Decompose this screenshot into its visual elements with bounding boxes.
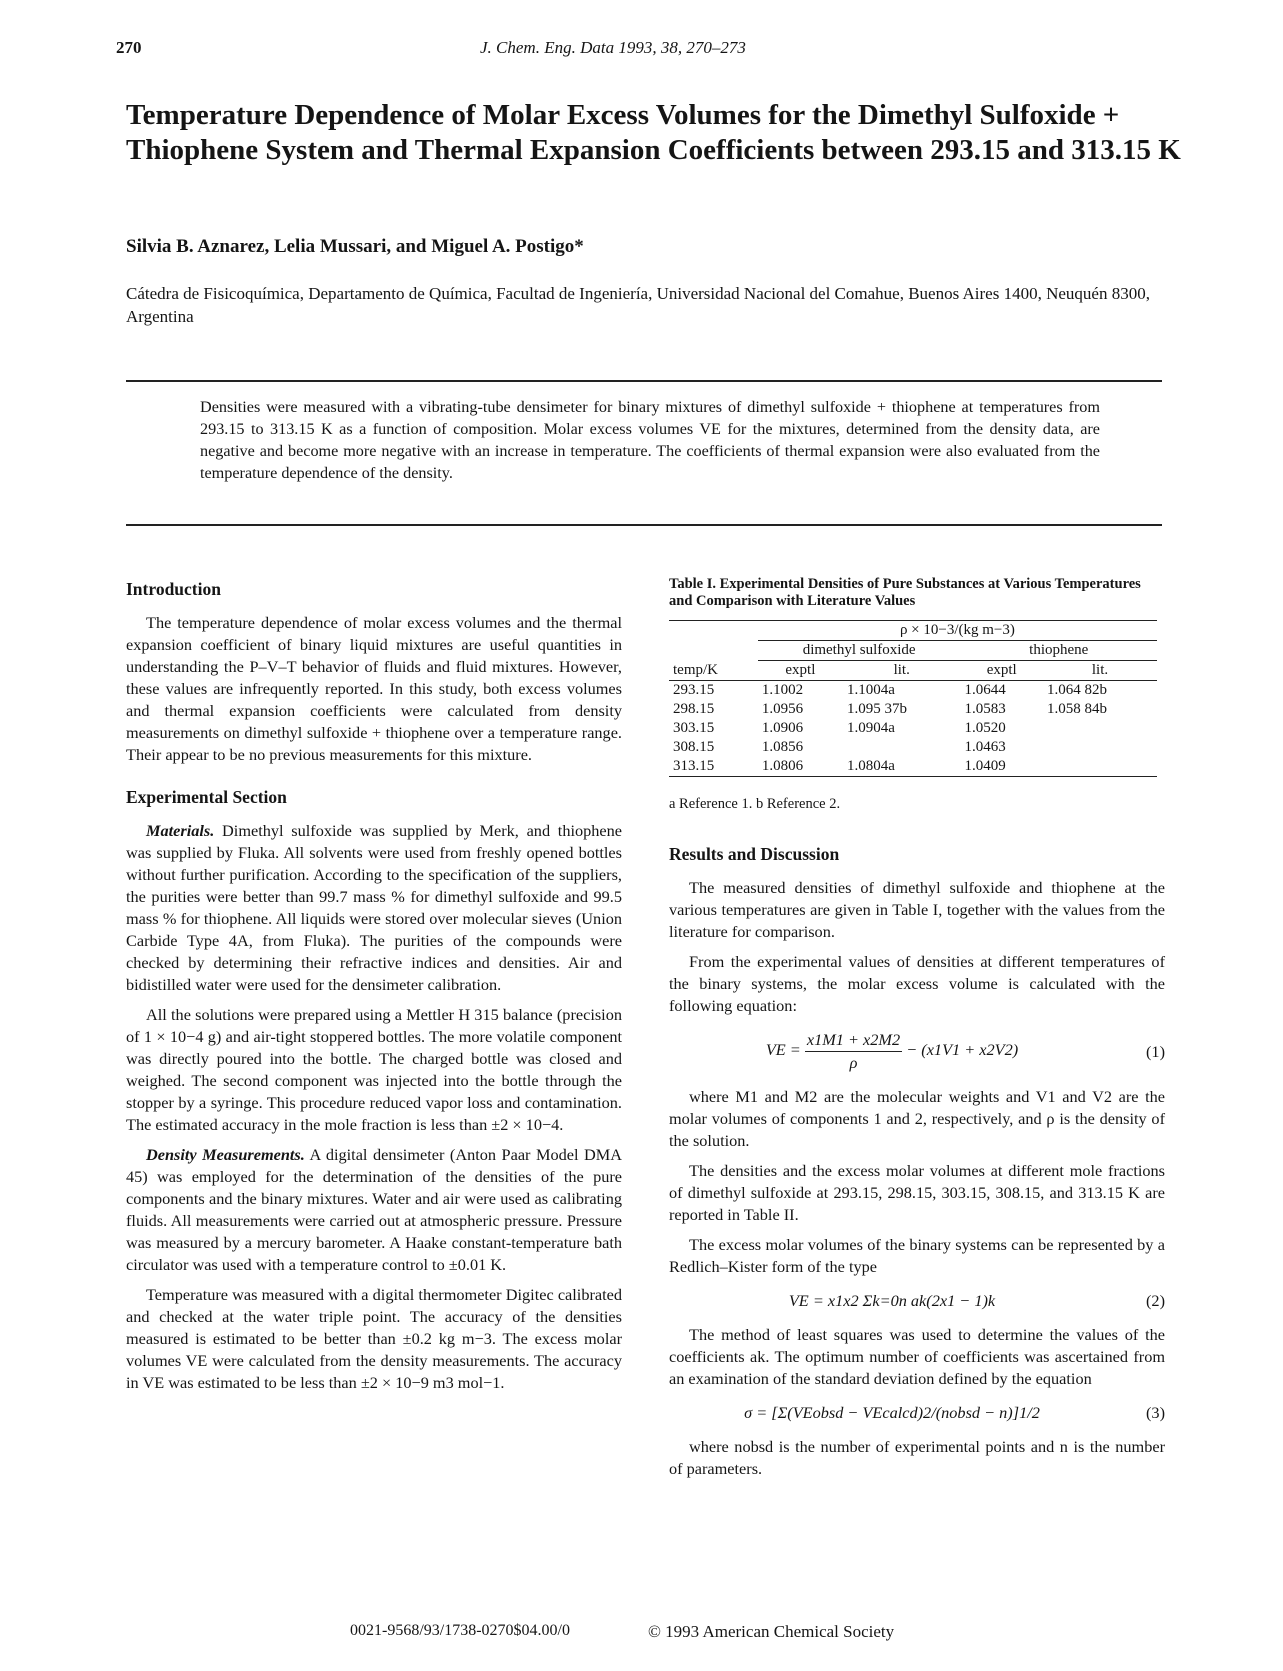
cell-dmso-exptl: 1.0906 <box>761 720 804 736</box>
results-paragraph-1: The measured densities of dimethyl sulfoxide and thiophene at the various temperatures are given in Table I, together with the values from the literature for comparison. <box>669 878 1165 941</box>
cell-thio-exptl: 1.0463 <box>964 739 1006 755</box>
equation-2 <box>669 1290 1165 1312</box>
cell-thio-exptl: 1.0520 <box>964 720 1006 736</box>
cell-dmso-lit: 1.1004a <box>846 682 895 698</box>
table-caption: Table I. Experimental Densities of Pure Substances at Various Temperatures and Comparison with Literature Values <box>669 576 1141 609</box>
cell-dmso-exptl: 1.0956 <box>761 701 804 717</box>
cell-dmso-exptl: 1.0856 <box>761 739 804 755</box>
group-dmso: dimethyl sulfoxide <box>758 641 961 661</box>
eq1-label: (1) <box>1146 1041 1165 1061</box>
introduction-heading: Introduction <box>126 579 221 599</box>
col-thio-lit: lit. <box>1043 661 1157 681</box>
cell-temp: 313.15 <box>673 758 715 774</box>
eq3-body: σ = [Σ(VEobsd − VEcalcd)2/(nobsd − n)]1/2 <box>744 1403 1040 1422</box>
table-row <box>669 757 1157 777</box>
results-heading: Results and Discussion <box>669 844 840 864</box>
cell-temp: 298.15 <box>673 701 715 717</box>
cell-thio-exptl: 1.0644 <box>964 682 1006 698</box>
unit-header: ρ × 10−3/(kg m−3) <box>899 622 1015 638</box>
eq1-lhs: VE = <box>765 1040 801 1060</box>
eq2-label: (2) <box>1146 1291 1165 1310</box>
cell-thio-exptl: 1.0409 <box>964 758 1006 774</box>
density-label: Density Measurements. <box>146 1145 305 1164</box>
author-list: Silvia B. Aznarez, Lelia Mussari, and Miguel A. Postigo* <box>126 236 584 257</box>
article-title: Temperature Dependence of Molar Excess Volumes for the Dimethyl Sulfoxide + Thiophene System and Thermal Expansion Coefficients between 293.15 and 313.15 K <box>126 99 1181 166</box>
cell-thio-lit <box>1043 738 1157 757</box>
left-column <box>126 578 622 1402</box>
equation-3 <box>669 1402 1165 1424</box>
results-paragraph-2: From the experimental values of densities at different temperatures of the binary systems, the molar excess volume is calculated with the following equation: <box>669 952 1165 1015</box>
col-dmso-lit: lit. <box>843 661 961 681</box>
cell-temp: 308.15 <box>673 739 715 755</box>
cell-dmso-lit: 1.095 37b <box>846 701 907 717</box>
group-thiophene: thiophene <box>960 641 1157 661</box>
materials-paragraph <box>126 820 622 996</box>
results-paragraph-7: where nobsd is the number of experimental points and n is the number of parameters. <box>669 1437 1165 1478</box>
results-paragraph-6: The method of least squares was used to determine the values of the coefficients ak. The optimum number of coefficients was ascertained from an examination of the standard deviation defined by the equation <box>669 1325 1165 1388</box>
introduction-paragraph: The temperature dependence of molar excess volumes and the thermal expansion coefficient of binary liquid mixtures are useful quantities in understanding the P–V–T behavior of fluids and fluid mixtures. However, these values are infrequently reported. In this study, both excess volumes and thermal expansion coefficients were calculated from density measurements on dimethyl sulfoxide + thiophene over a temperature range. Their appear to be no previous measurements for this mixture. <box>126 613 622 764</box>
equation-1 <box>669 1029 1165 1074</box>
eq1-fraction <box>805 1029 902 1074</box>
eq1-numerator: x1M1 + x2M2 <box>805 1029 902 1052</box>
density-table <box>669 620 1157 777</box>
right-column <box>669 576 1165 1488</box>
cell-dmso-exptl: 1.1002 <box>761 682 804 698</box>
affiliation: Cátedra de Fisicoquímica, Departamento de Química, Facultad de Ingeniería, Universidad Nacional del Comahue, Buenos Aires 1400, Neuquén 8300, Argentina <box>126 284 1150 326</box>
abstract-top-rule <box>126 380 1162 382</box>
materials-text: Dimethyl sulfoxide was supplied by Merk, and thiophene was supplied by Fluka. All solvents were used from freshly opened bottles without further purification. According to the specification of the suppliers, the purities were better than 99.7 mass % for dimethyl sulfoxide and 99.5 mass % for thiophene. All liquids were stored over molecular sieves (Union Carbide Type 4A, from Fluka). The purities of the compounds were checked by determining their refractive indices and densities. Air and bidistilled water were used for the densimeter calibration. <box>126 821 623 994</box>
cell-thio-lit <box>1043 719 1157 738</box>
col-dmso-exptl: exptl <box>758 661 843 681</box>
table-row <box>669 700 1157 719</box>
table-row <box>669 681 1157 701</box>
col-thio-exptl: exptl <box>960 661 1043 681</box>
results-paragraph-5: The excess molar volumes of the binary systems can be represented by a Redlich–Kister form of the type <box>669 1235 1165 1276</box>
cell-temp: 293.15 <box>673 682 715 698</box>
cell-thio-lit: 1.058 84b <box>1047 701 1107 717</box>
density-paragraph <box>126 1144 622 1276</box>
eq2-body: VE = x1x2 Σk=0n ak(2x1 − 1)k <box>788 1291 996 1310</box>
materials-label: Materials. <box>146 821 215 840</box>
results-paragraph-4: The densities and the excess molar volumes at different mole fractions of dimethyl sulfoxide at 293.15, 298.15, 303.15, 308.15, and 313.15 K are reported in Table II. <box>669 1161 1165 1224</box>
col-temp: temp/K <box>673 661 718 678</box>
cell-dmso-lit: 1.0904a <box>846 720 895 736</box>
temperature-paragraph: Temperature was measured with a digital thermometer Digitec calibrated and checked at the water triple point. The accuracy of the densities measured is estimated to be better than ±0.2 kg m−3. The excess molar volumes VE were calculated from the density measurements. The accuracy in VE was estimated to be less than ±2 × 10−9 m3 mol−1. <box>126 1285 622 1392</box>
solutions-paragraph: All the solutions were prepared using a Mettler H 315 balance (precision of 1 × 10−4 g) and air-tight stoppered bottles. The more volatile component was directly poured into the bottle. The charged bottle was closed and weighed. The second component was injected into the bottle through the stopper by a syringe. This procedure reduced vapor loss and contamination. The estimated accuracy in the mole fraction is less than ±2 × 10−4. <box>126 1005 622 1134</box>
density-text: A digital densimeter (Anton Paar Model DMA 45) was employed for the determination of the densities of the pure components and the binary mixtures. Water and air were used as calibrating fluids. All measurements were carried out at atmospheric pressure. Pressure was measured by a mercury barometer. A Haake constant-temperature bath circulator was used with a temperature control to ±0.01 K. <box>126 1145 622 1274</box>
footer-copyright: © 1993 American Chemical Society <box>648 1622 895 1641</box>
cell-thio-exptl: 1.0583 <box>964 701 1006 717</box>
journal-citation: J. Chem. Eng. Data 1993, 38, 270–273 <box>480 38 746 57</box>
abstract: Densities were measured with a vibrating-tube densimeter for binary mixtures of dimethyl sulfoxide + thiophene at temperatures from 293.15 to 313.15 K as a function of composition. Molar excess volumes VE for the mixtures, determined from the density data, are negative and become more negative with an increase in temperature. The coefficients of thermal expansion were also evaluated from the temperature dependence of the density. <box>200 398 1100 482</box>
table-row <box>669 738 1157 757</box>
eq1-rest: − (x1V1 + x2V2) <box>906 1040 1019 1060</box>
cell-thio-lit: 1.064 82b <box>1047 682 1107 698</box>
experimental-heading: Experimental Section <box>126 787 287 807</box>
eq1-denominator: ρ <box>849 1053 858 1072</box>
cell-temp: 303.15 <box>673 720 715 736</box>
cell-thio-lit <box>1043 757 1157 777</box>
footer-code: 0021-9568/93/1738-0270$04.00/0 <box>350 1622 570 1639</box>
table-row <box>669 719 1157 738</box>
cell-dmso-exptl: 1.0806 <box>761 758 804 774</box>
abstract-bottom-rule <box>126 524 1162 526</box>
cell-dmso-lit: 1.0804a <box>846 758 895 774</box>
table-footnote: a Reference 1. b Reference 2. <box>669 796 841 812</box>
page-number: 270 <box>116 38 142 57</box>
cell-dmso-lit <box>843 738 961 757</box>
eq3-label: (3) <box>1146 1403 1165 1422</box>
results-paragraph-3: where M1 and M2 are the molecular weights and V1 and V2 are the molar volumes of components 1 and 2, respectively, and ρ is the density of the solution. <box>669 1087 1165 1150</box>
